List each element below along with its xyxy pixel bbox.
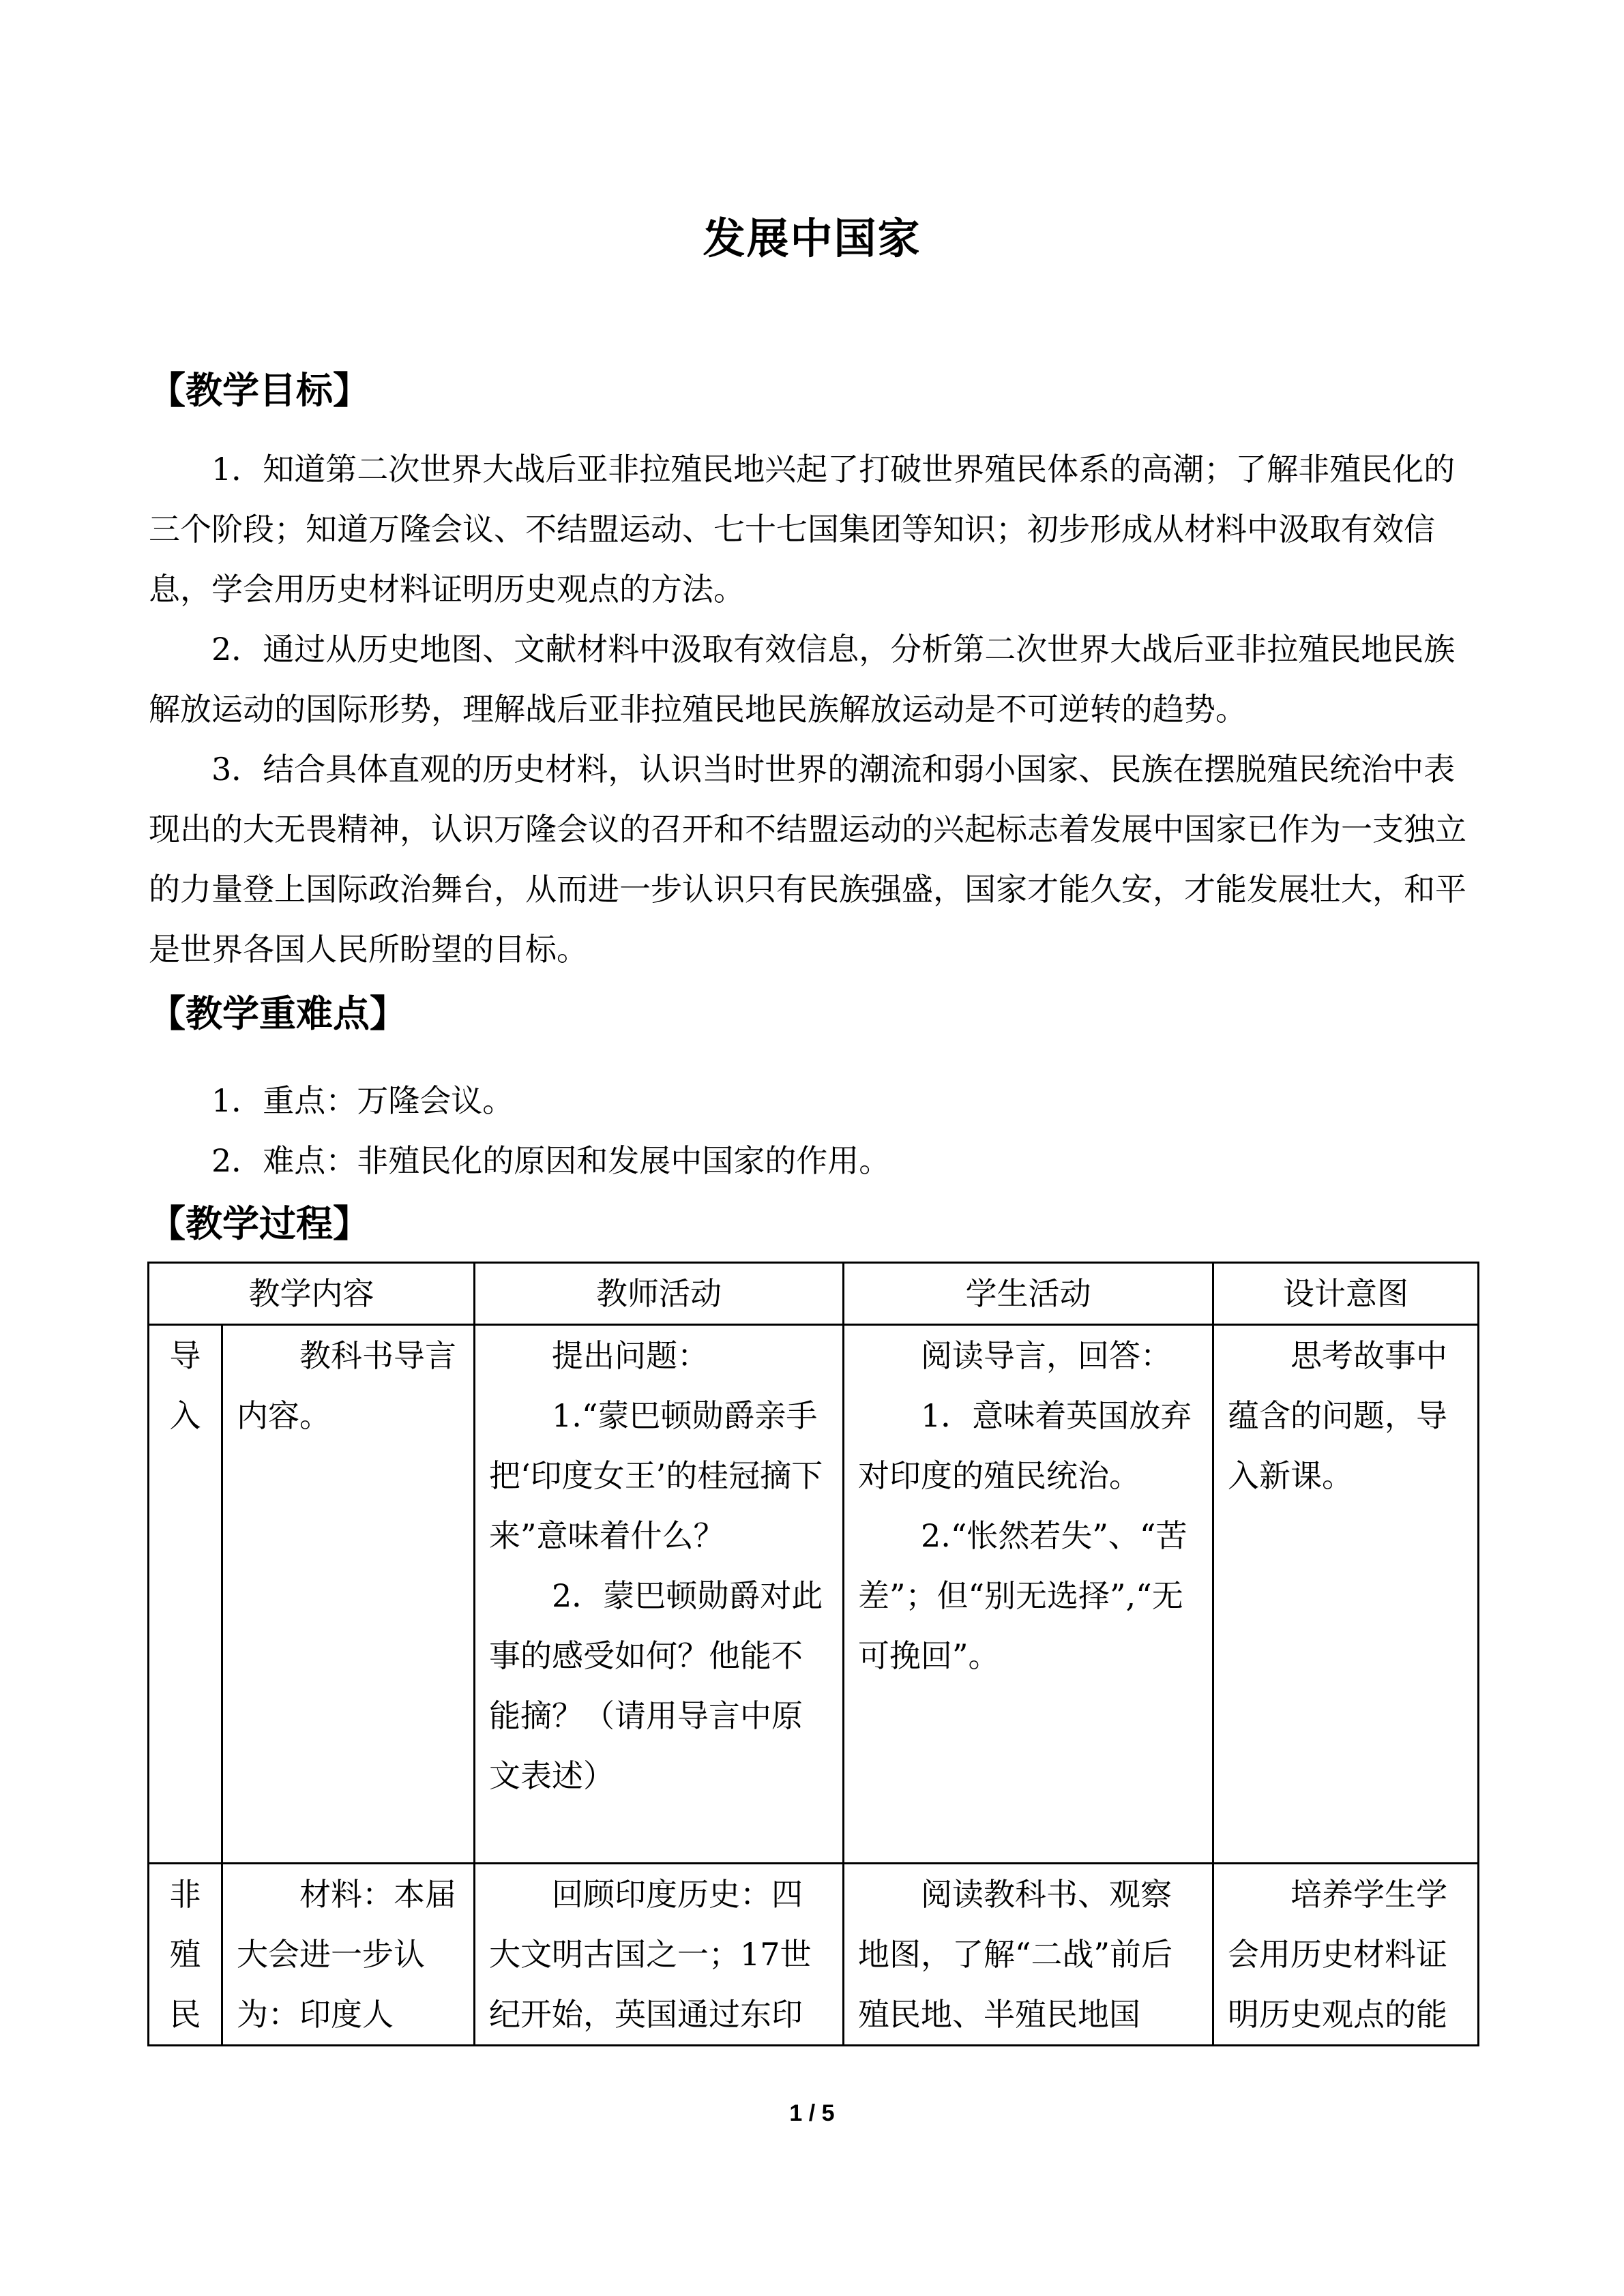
teacher-text: 2．蒙巴顿勋爵对此事的感受如何？他能不能摘？（请用导言中原文表述） — [489, 1577, 823, 1794]
page-number: 1 / 5 — [789, 2100, 835, 2126]
stage-label: 导入 — [169, 1337, 201, 1434]
teaching-process-table — [147, 1262, 1479, 2046]
content-text: 材料：本届大会进一步认为：印度人 — [237, 1876, 456, 2033]
intent-cell — [1213, 1325, 1479, 1864]
student-cell — [844, 1864, 1213, 2046]
goal-paragraph-1: 1．知道第二次世界大战后亚非拉殖民地兴起了打破世界殖民体系的高潮；了解非殖民化的三个阶段；知道万隆会议、不结盟运动、七十七国集团等知识；初步形成从材料中汲取有效信息，学会用历史材料证明历史观点的方法。 — [149, 451, 1456, 608]
stage-cell — [149, 1864, 222, 2046]
teacher-cell — [475, 1864, 844, 2046]
goal-paragraph-2: 2．通过从历史地图、文献材料中汲取有效信息，分析第二次世界大战后亚非拉殖民地民族解放运动的国际形势，理解战后亚非拉殖民地民族解放运动是不可逆转的趋势。 — [149, 631, 1456, 728]
table-row-decolonization — [149, 1864, 1479, 2046]
content-cell — [222, 1325, 475, 1864]
header-intent: 设计意图 — [1213, 1263, 1479, 1325]
teacher-text: 提出问题： — [552, 1337, 709, 1374]
student-text: 阅读导言，回答： — [921, 1337, 1172, 1374]
student-text: 2.“怅然若失”、“苦差”；但“别无选择”,“无可挽回”。 — [858, 1517, 1187, 1674]
header-teacher: 教师活动 — [475, 1263, 844, 1325]
intent-cell — [1213, 1864, 1479, 2046]
student-text: 1．意味着英国放弃对印度的殖民统治。 — [858, 1397, 1192, 1494]
stage-cell — [149, 1325, 222, 1864]
intent-text: 思考故事中蕴含的问题，导入新课。 — [1228, 1337, 1447, 1494]
goal-paragraph-3: 3．结合具体直观的历史材料，认识当时世界的潮流和弱小国家、民族在摆脱殖民统治中表现出的大无畏精神，认识万隆会议的召开和不结盟运动的兴起标志着发展中国家已作为一支独立的力量登上国际政治舞台，从而进一步认识只有民族强盛，国家才能久安，才能发展壮大，和平是世界各国人民所盼望的目标。 — [149, 751, 1466, 968]
section-heading-key-points: 【教学重难点】 — [149, 992, 407, 1035]
document-title: 发展中国家 — [703, 213, 921, 263]
intent-text: 培养学生学会用历史材料证明历史观点的能 — [1228, 1876, 1447, 2033]
content-text: 教科书导言内容。 — [237, 1337, 456, 1434]
teacher-text: 回顾印度历史：四大文明古国之一；17世纪开始，英国通过东印 — [489, 1876, 812, 2033]
table-header-row — [149, 1263, 1479, 1325]
student-text: 阅读教科书、观察地图，了解“二战”前后殖民地、半殖民地国 — [858, 1876, 1173, 2033]
header-content: 教学内容 — [149, 1263, 475, 1325]
teacher-text: 1.“蒙巴顿勋爵亲手把‘印度女王’的桂冠摘下来”意味着什么？ — [489, 1397, 823, 1554]
key-point-item: 1．重点：万隆会议。 — [211, 1082, 514, 1119]
header-student: 学生活动 — [844, 1263, 1213, 1325]
student-cell — [844, 1325, 1213, 1864]
table-row-intro — [149, 1325, 1479, 1864]
content-cell — [222, 1864, 475, 2046]
stage-label: 非殖民 — [169, 1876, 201, 2033]
difficulty-item: 2．难点：非殖民化的原因和发展中国家的作用。 — [211, 1142, 891, 1179]
section-heading-process: 【教学过程】 — [149, 1202, 370, 1245]
teacher-cell — [475, 1325, 844, 1864]
section-heading-goals: 【教学目标】 — [149, 368, 370, 412]
